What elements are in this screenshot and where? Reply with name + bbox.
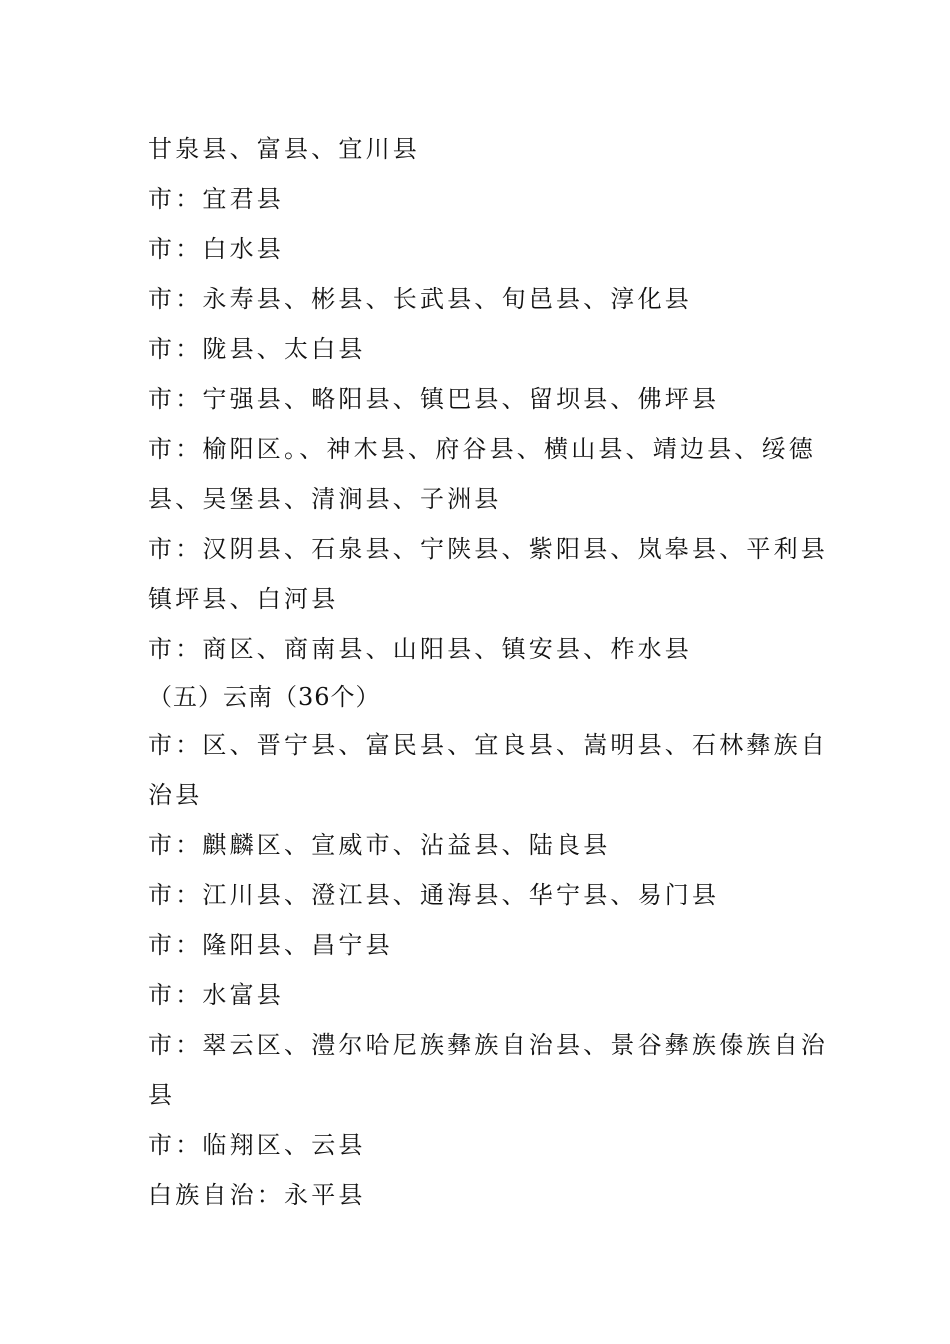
text-line: 市：宁强县、略阳县、镇巴县、留坝县、佛坪县: [148, 385, 720, 413]
text-line: 市：汉阴县、石泉县、宁陕县、紫阳县、岚皋县、平利县: [148, 535, 828, 563]
text-line: 县: [148, 1081, 176, 1109]
text-line: 市：宜君县: [148, 185, 284, 213]
text-line: 县、吴堡县、清涧县、子洲县: [148, 485, 502, 513]
document-body: [148, 124, 828, 1220]
text-line: 镇坪县、白河县: [148, 585, 339, 613]
text-line: 甘泉县、富县、宜川县: [148, 135, 420, 163]
text-line: 市：商区、商南县、山阳县、镇安县、柞水县: [148, 635, 692, 663]
text-line: 市：麒麟区、宣威市、沾益县、陆良县: [148, 831, 611, 859]
text-line: 市：翠云区、澧尔哈尼族彝族自治县、景谷彝族傣族自治: [148, 1031, 828, 1059]
section-heading: （五）云南（36个）: [148, 683, 381, 711]
text-line: 市：隆阳县、昌宁县: [148, 931, 393, 959]
text-line: 市：临翔区、云县: [148, 1131, 366, 1159]
text-line: 市：江川县、澄江县、通海县、华宁县、易门县: [148, 881, 720, 909]
text-line: 市：白水县: [148, 235, 284, 263]
text-line: 白族自治：永平县: [148, 1181, 366, 1209]
text-line: 市：榆阳区。、神木县、府谷县、横山县、靖边县、绥德: [148, 435, 816, 463]
text-line: 市：陇县、太白县: [148, 335, 366, 363]
text-line: 市：永寿县、彬县、长武县、旬邑县、淳化县: [148, 285, 692, 313]
text-line: 市：水富县: [148, 981, 284, 1009]
text-line: 治县: [148, 781, 203, 809]
text-line: 市：区、晋宁县、富民县、宜良县、嵩明县、石林彝族自: [148, 731, 828, 759]
